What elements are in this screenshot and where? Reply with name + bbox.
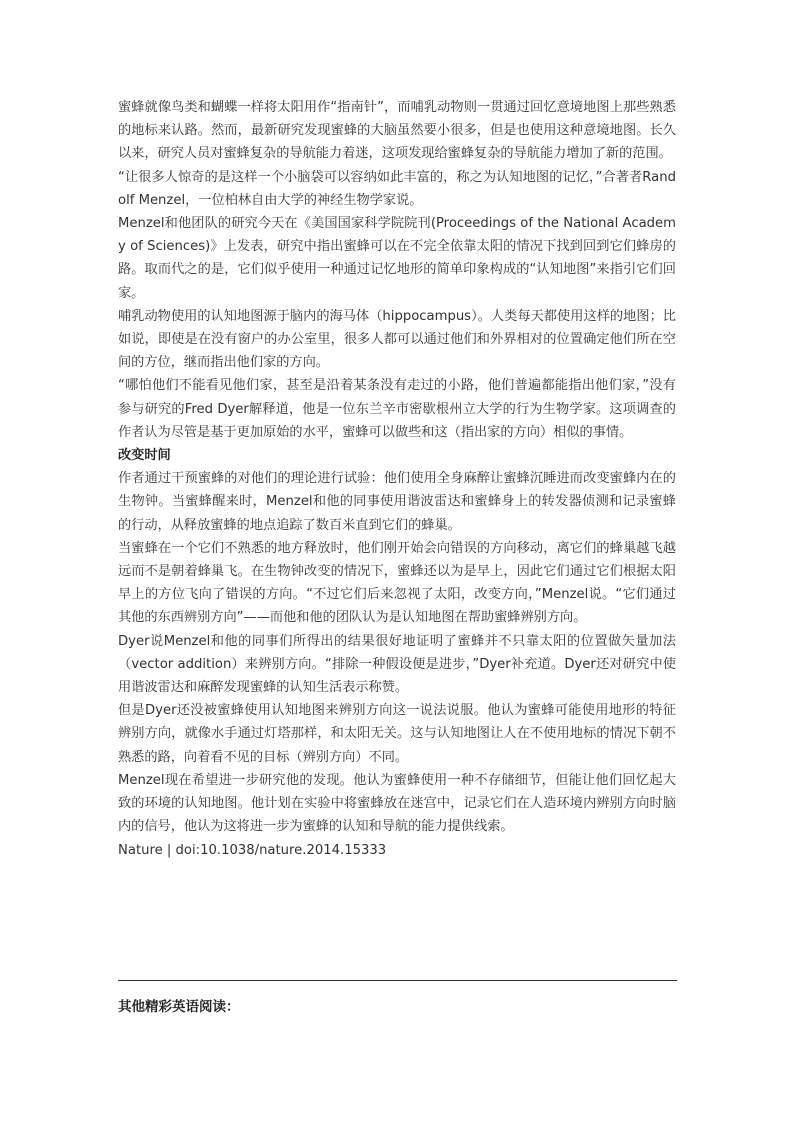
article-body	[118, 96, 676, 862]
paragraph: Dyer说Menzel和他的同事们所得出的结果很好地证明了蜜蜂并不只靠太阳的位置做矢量加法（vector addition）来辨别方向。“排除一种假设便是进步，”Dyer补充道。Dyer还对研究中使用谐波雷达和麻醉发现蜜蜂的认知生活表示称赞。	[118, 633, 676, 696]
paragraph: 蜜蜂就像鸟类和蝴蝶一样将太阳用作“指南针”，而哺乳动物则一贯通过回忆意境地图上那些熟悉的地标来认路。然而，最新研究发现蜜蜂的大脑虽然要小很多，但是也使用这种意境地图。长久以来，研究人员对蜜蜂复杂的导航能力着迷，这项发现给蜜蜂复杂的导航能力增加了新的范围。	[118, 100, 676, 162]
paragraph: “哪怕他们不能看见他们家，甚至是沿着某条没有走过的小路，他们普遍都能指出他们家，”没有参与研究的Fred Dyer解释道，他是一位东兰辛市密歇根州立大学的行为生物学家。这项调查的作者认为尽管是基于更加原始的水平，蜜蜂可以做些和这（指出家的方向）相似的事情。	[118, 378, 676, 440]
more-reading-heading: 其他精彩英语阅读：	[118, 999, 240, 1015]
paragraph: 作者通过干预蜜蜂的对他们的理论进行试验：他们使用全身麻醉让蜜蜂沉睡进而改变蜜蜂内在的生物钟。当蜜蜂醒来时，Menzel和他的同事使用谐波雷达和蜜蜂身上的转发器侦测和记录蜜蜂的行动，从释放蜜蜂的地点追踪了数百米直到它们的蜂巢。	[118, 471, 676, 533]
divider	[118, 980, 677, 981]
paragraph: 但是Dyer还没被蜜蜂使用认知地图来辨别方向这一说法说服。他认为蜜蜂可能使用地形的特征辨别方向，就像水手通过灯塔那样，和太阳无关。这与认知地图让人在不使用地标的情况下朝不熟悉的路，向着看不见的目标（辨别方向）不同。	[118, 703, 676, 765]
paragraph: “让很多人惊奇的是这样一个小脑袋可以容纳如此丰富的，称之为认知地图的记忆，”合著者Randolf Menzel，一位柏林自由大学的神经生物学家说。	[118, 169, 676, 208]
paragraph: Menzel现在希望进一步研究他的发现。他认为蜜蜂使用一种不存储细节，但能让他们回忆起大致的环境的认知地图。他计划在实验中将蜜蜂放在迷宫中，记录它们在人造环境内辨别方向时脑内的信号，他认为这将进一步为蜜蜂的认知和导航的能力提供线索。	[118, 772, 676, 835]
citation: Nature | doi:10.1038/nature.2014.15333	[118, 842, 387, 858]
paragraph: 当蜜蜂在一个它们不熟悉的地方释放时，他们刚开始会向错误的方向移动，离它们的蜂巢越飞越远而不是朝着蜂巢飞。在生物钟改变的情况下，蜜蜂还以为是早上，因此它们通过它们根据太阳早上的方位飞向了错误的方向。“不过它们后来忽视了太阳，改变方向，”Menzel说。“它们通过其他的东西辨别方向”——而他和他的团队认为是认知地图在帮助蜜蜂辨别方向。	[118, 540, 676, 626]
paragraph: Menzel和他团队的研究今天在《美国国家科学院院刊(Proceedings of the National Academy of Sciences)》上发表，研究中指出蜜蜂可以在不完全依靠太阳的情况下找到回到它们蜂房的路。取而代之的是，它们似乎使用一种通过记忆地形的简单印象构成的“认知地图”来指引它们回家。	[118, 216, 676, 301]
section-heading: 改变时间	[118, 448, 171, 464]
paragraph: 哺乳动物使用的认知地图源于脑内的海马体（hippocampus）。人类每天都使用这样的地图；比如说，即使是在没有窗户的办公室里，很多人都可以通过他们和外界相对的位置确定他们所在空间的方位，继而指出他们家的方向。	[118, 308, 676, 371]
